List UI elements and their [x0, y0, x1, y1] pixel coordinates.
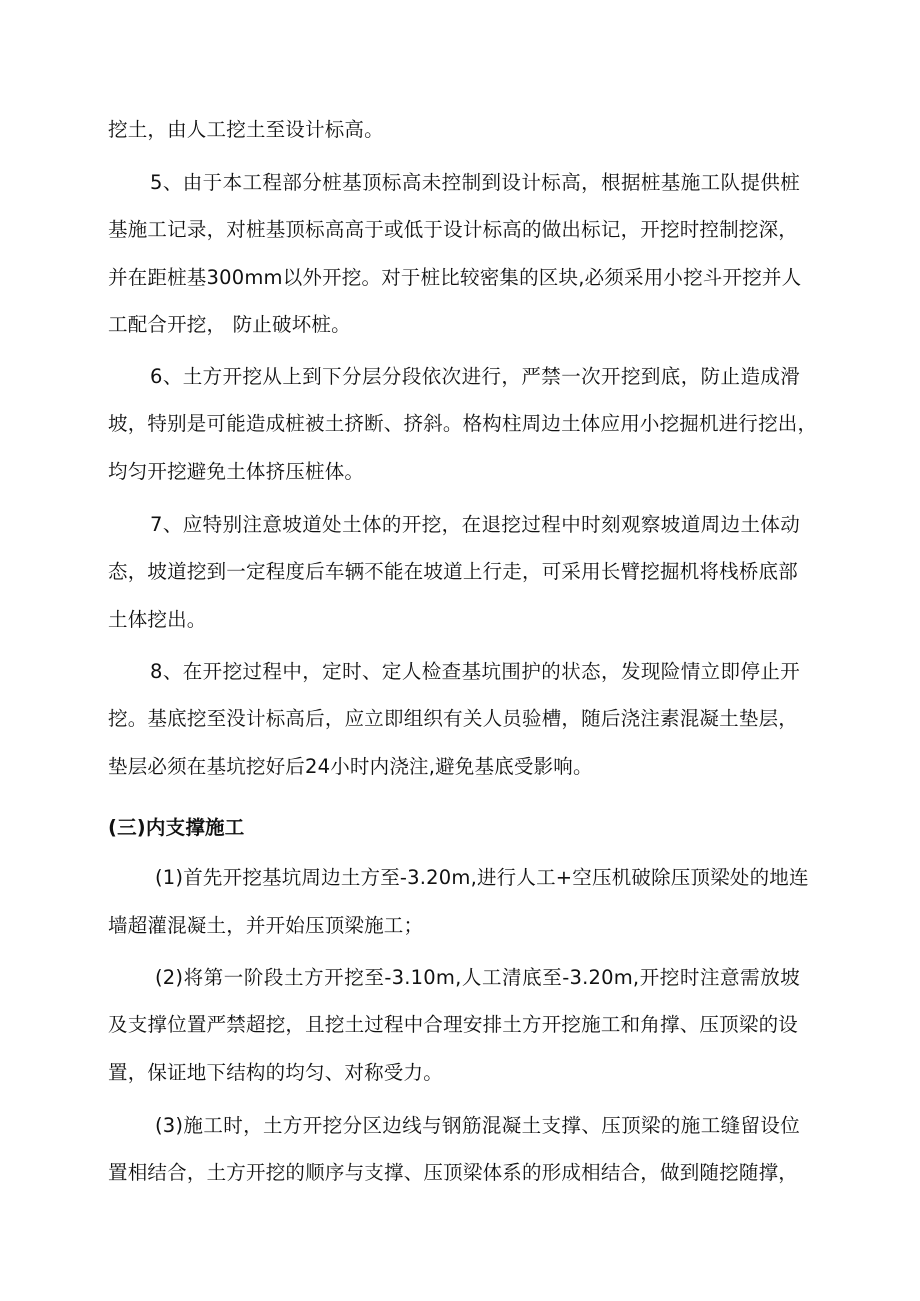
text-line: 5、由于本工程部分桩基顶标高未控制到设计标高，根据桩基施工队提供桩 — [150, 171, 800, 194]
text-line: (2)将第一阶段土方开挖至-3.10m,人工清底至-3.20m,开挖时注意需放坡 — [155, 966, 800, 989]
text-line: 均匀开挖避免土体挤压桩体。 — [108, 460, 365, 483]
text-line: (1)首先开挖基坑周边土方至-3.20m,进行人工+空压机破除压顶梁处的地连 — [155, 866, 809, 889]
text-line: 土体挖出。 — [108, 608, 207, 631]
text-line: 置相结合，土方开挖的顺序与支撑、压顶梁体系的形成相结合，做到随挖随撑， — [108, 1161, 798, 1184]
text-line: 挖土，由人工挖土至设计标高。 — [108, 118, 384, 141]
text-line: 工配合开挖， 防止破坏桩。 — [108, 313, 351, 336]
text-line: 置，保证地下结构的均匀、对称受力。 — [108, 1061, 443, 1084]
text-line: 坡，特别是可能造成桩被土挤断、挤斜。格构柱周边土体应用小挖掘机进行挖出， — [108, 412, 818, 435]
text-line: 8、在开挖过程中，定时、定人检查基坑围护的状态，发现险情立即停止开 — [150, 660, 800, 683]
text-line: 7、应特别注意坡道处土体的开挖，在退挖过程中时刻观察坡道周边土体动 — [150, 513, 800, 536]
text-line: (3)施工时，土方开挖分区边线与钢筋混凝土支撑、压顶梁的施工缝留设位 — [155, 1114, 800, 1137]
text-line: 基施工记录，对桩基顶标高高于或低于设计标高的做出标记，开挖时控制挖深， — [108, 218, 798, 241]
text-line: 并在距桩基300mm以外开挖。对于桩比较密集的区块,必须采用小挖斗开挖并人 — [108, 266, 802, 289]
text-line: 6、土方开挖从上到下分层分段依次进行，严禁一次开挖到底，防止造成滑 — [150, 365, 800, 388]
text-line: 挖。基底挖至没计标高后，应立即组织有关人员验槽，随后浇注素混凝土垫层， — [108, 707, 798, 730]
section-heading: (三)内支撑施工 — [108, 816, 245, 839]
text-line: 垫层必须在基坑挖好后24小时内浇注,避免基底受影响。 — [108, 755, 593, 778]
text-line: 及支撑位置严禁超挖，且挖土过程中合理安排土方开挖施工和角撑、压顶梁的设 — [108, 1013, 798, 1036]
text-line: 墙超灌混凝土，并开始压顶梁施工； — [108, 914, 424, 937]
text-line: 态，坡道挖到一定程度后车辆不能在坡道上行走，可采用长臂挖掘机将栈桥底部 — [108, 560, 798, 583]
